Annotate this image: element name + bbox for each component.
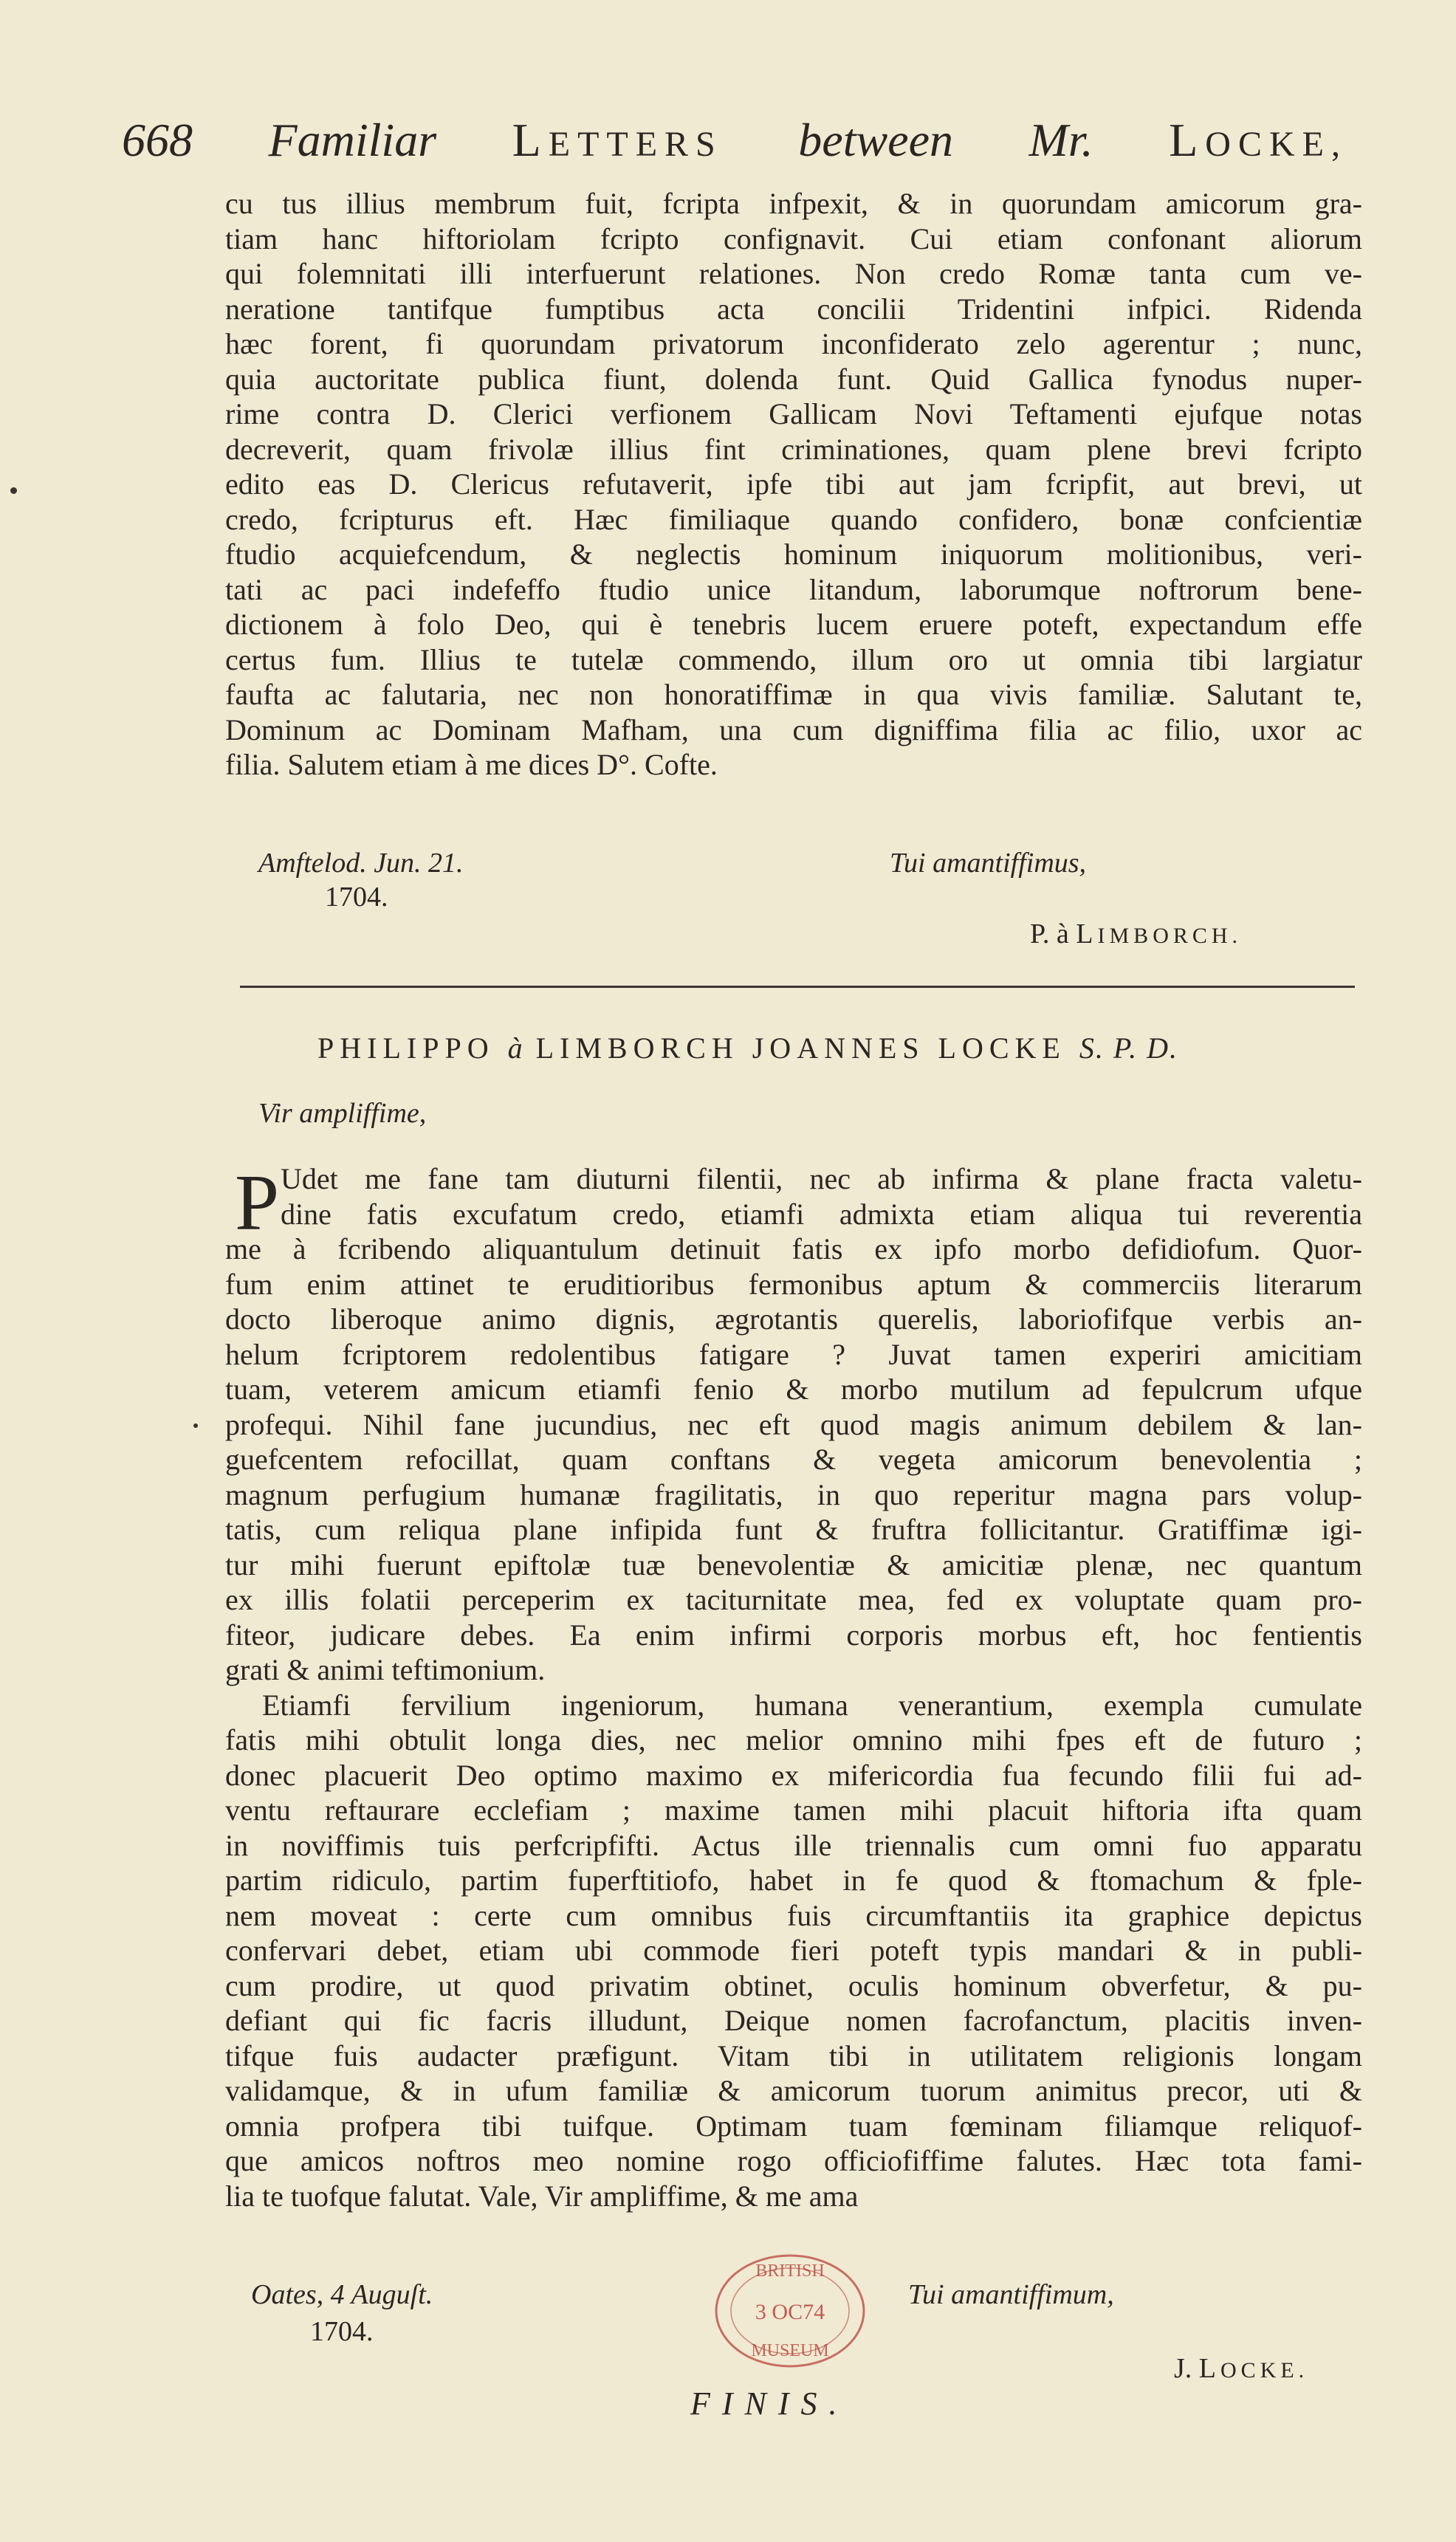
text-line: tur mihi fuerunt epiftolæ tuæ benevolentiæ & amicitiæ plenæ, nec quantum bbox=[225, 1547, 1362, 1581]
running-title-locke: LOCKE, bbox=[1169, 114, 1347, 166]
text-line: ftudio acquiefcendum, & neglectis hominum iniquorum molitionibus, veri- bbox=[225, 537, 1362, 571]
british-museum-stamp bbox=[709, 2248, 871, 2374]
text-line: confervari debet, etiam ubi commode fieri poteft typis mandari & in publi- bbox=[225, 1934, 1362, 1967]
text-line: grati & animi teftimonium. bbox=[225, 1653, 546, 1686]
stamp-date-text: 3 OC74 bbox=[755, 2300, 825, 2324]
text-line: fiteor, judicare debes. Ea enim infirmi corporis morbus eft, hoc fentientis bbox=[225, 1618, 1362, 1652]
text-line: defiant qui fic facris illudunt, Deique nomen facrofanctum, placitis inven- bbox=[225, 2004, 1362, 2037]
text-line: fatis mihi obtulit longa dies, nec melior omnino mihi fpes eft de futuro ; bbox=[225, 1723, 1362, 1756]
finis: FINIS. bbox=[690, 2385, 849, 2422]
text-line: tifque fuis audacter præfigunt. Vitam tibi in utilitatem religionis longam bbox=[225, 2038, 1362, 2072]
text-line: credo, fcripturus eft. Hæc fimiliaque quando confidero, bonæ confcientiæ bbox=[225, 502, 1362, 536]
text-line: ex illis folatii perceperim ex taciturnitate mea, fed ex voluptate quam pro- bbox=[225, 1583, 1362, 1616]
text-line: hæc forent, fi quorundam privatorum inconfiderato zelo agerentur ; nunc, bbox=[225, 327, 1362, 360]
text-line: profequi. Nihil fane jucundius, nec eft quod magis animum debilem & lan- bbox=[225, 1407, 1362, 1441]
stamp-bottom-text: MUSEUM bbox=[751, 2341, 829, 2360]
text-line: tiam hanc hiftoriolam fcripto confignavit. Cui etiam confonant aliorum bbox=[225, 221, 1362, 255]
text-line: dine fatis excufatum credo, etiamfi admixta etiam aliqua tui reverentia bbox=[281, 1197, 1362, 1231]
page-number: 668 bbox=[122, 114, 193, 166]
text-line: neratione tantifque fumptibus acta concilii Tridentini infpici. Ridenda bbox=[225, 292, 1362, 326]
text-line: donec placuerit Deo optimo maximo ex mifericordia fua fecundo filii fui ad- bbox=[225, 1758, 1362, 1792]
stamp-top-text: BRITISH bbox=[755, 2261, 825, 2281]
text-line: rime contra D. Clerici verfionem Gallicam Novi Teftamenti ejufque notas bbox=[225, 397, 1362, 430]
text-line: omnia profpera tibi tuifque. Optimam tuam fœminam filiamque reliquof- bbox=[225, 2109, 1362, 2143]
text-line: magnum perfugium humanæ fragilitatis, in quo reperitur magna pars volup- bbox=[225, 1477, 1362, 1511]
second-letter-body bbox=[225, 1161, 1362, 2213]
text-line: in noviffimis tuis perfcripfifti. Actus ille triennalis cum omni fuo apparatu bbox=[225, 1828, 1362, 1862]
second-letter-place-date: Oates, 4 Auguſt. bbox=[251, 2279, 433, 2310]
text-line: edito eas D. Clericus refutaverit, ipfe tibi aut jam fcripfit, aut brevi, ut bbox=[225, 467, 1362, 501]
text-line: guefcentem refocillat, quam conftans & vegeta amicorum benevolentia ; bbox=[225, 1443, 1362, 1476]
text-line: quia auctoritate publica fiunt, dolenda funt. Quid Gallica fynodus nuper- bbox=[225, 362, 1362, 396]
first-letter-signature: P. à LIMBORCH. bbox=[1030, 918, 1243, 949]
text-line: que amicos noftros meo nomine rogo officiofiffime falutes. Hæc tota fami- bbox=[225, 2144, 1362, 2177]
running-title-between: between bbox=[798, 114, 953, 166]
second-letter-year: 1704. bbox=[310, 2316, 374, 2347]
text-line: ventu reftaurare ecclefiam ; maxime tamen mihi placuit hiftoria ifta quam bbox=[225, 1793, 1362, 1827]
first-letter-body bbox=[225, 186, 1362, 783]
first-letter-year: 1704. bbox=[325, 882, 388, 913]
letter-heading: PHILIPPO à LIMBORCH JOANNES LOCKE S. P. D. bbox=[317, 1031, 1179, 1065]
text-line: cum prodire, ut quod privatim obtinet, oculis hominum obverfetur, & pu- bbox=[225, 1968, 1362, 2002]
text-line: fum enim attinet te eruditioribus fermonibus aptum & commerciis literarum bbox=[225, 1267, 1362, 1301]
text-line: Etiamfi fervilium ingeniorum, humana venerantium, exempla cumulate bbox=[262, 1688, 1362, 1722]
running-title-letters: LETTERS bbox=[512, 114, 723, 166]
text-line: nem moveat : certe cum omnibus fuis circumftantiis ita graphice depictus bbox=[225, 1898, 1362, 1932]
text-line: Dominum ac Dominam Mafham, una cum digniffima filia ac filio, uxor ac bbox=[225, 712, 1362, 746]
text-line: qui folemnitati illi interfuerunt relationes. Non credo Romæ tanta cum ve- bbox=[225, 257, 1362, 290]
text-line: certus fum. Illius te tutelæ commendo, illum oro ut omnia tibi largiatur bbox=[225, 642, 1362, 676]
section-divider bbox=[240, 986, 1355, 988]
text-line: docto liberoque animo dignis, ægrotantis querelis, laboriofifque verbis an- bbox=[225, 1302, 1362, 1336]
margin-mark bbox=[10, 487, 17, 494]
margin-mark bbox=[193, 1423, 198, 1428]
text-line: helum fcriptorem redolentibus fatigare ? Juvat tamen experiri amicitiam bbox=[225, 1337, 1362, 1371]
text-line: lia te tuofque falutat. Vale, Vir ampliffime, & me ama bbox=[225, 2179, 859, 2213]
text-line: tatis, cum reliqua plane infipida funt & fruftra follicitantur. Gratiffimæ igi- bbox=[225, 1513, 1362, 1546]
text-line: filia. Salutem etiam à me dices D°. Cofte. bbox=[225, 748, 718, 781]
text-line: Udet me fane tam diuturni filentii, nec ab infirma & plane fracta valetu- bbox=[281, 1162, 1362, 1195]
second-letter-closing: Tui amantiffimum, bbox=[908, 2279, 1114, 2310]
running-title-familiar: Familiar bbox=[268, 114, 437, 166]
text-line: dictionem à folo Deo, qui è tenebris lucem eruere poteft, expectandum effe bbox=[225, 608, 1362, 641]
text-line: partim ridiculo, partim fuperftitiofo, habet in fe quod & ftomachum & fple- bbox=[225, 1863, 1362, 1897]
text-line: faufta ac falutaria, nec non honoratiffimæ in qua vivis familiæ. Salutant te, bbox=[225, 678, 1362, 711]
drop-cap: P bbox=[235, 1159, 280, 1247]
running-title-mr: Mr. bbox=[1029, 114, 1093, 166]
running-head bbox=[122, 111, 1347, 174]
text-line: cu tus illius membrum fuit, fcripta infpexit, & in quorundam amicorum gra- bbox=[225, 187, 1362, 220]
text-line: decreverit, quam frivolæ illius fint criminationes, quam plene brevi fcripto bbox=[225, 432, 1362, 466]
text-line: me à fcribendo aliquantulum detinuit fatis ex ipfo morbo defidiofum. Quor- bbox=[225, 1232, 1362, 1265]
text-line: tuam, veterem amicum etiamfi fenio & morbo mutilum ad fepulcrum ufque bbox=[225, 1373, 1362, 1406]
second-letter-signature: J. LOCKE. bbox=[1174, 2353, 1309, 2384]
text-line: tati ac paci indefeffo ftudio unice litandum, laborumque noftrorum bene- bbox=[225, 572, 1362, 606]
salutation: Vir ampliffime, bbox=[258, 1098, 427, 1129]
first-letter-closing: Tui amantiffimus, bbox=[890, 848, 1087, 879]
text-line: validamque, & in ufum familiæ & amicorum tuorum animitus precor, uti & bbox=[225, 2074, 1362, 2107]
first-letter-place-date: Amftelod. Jun. 21. bbox=[258, 848, 464, 879]
